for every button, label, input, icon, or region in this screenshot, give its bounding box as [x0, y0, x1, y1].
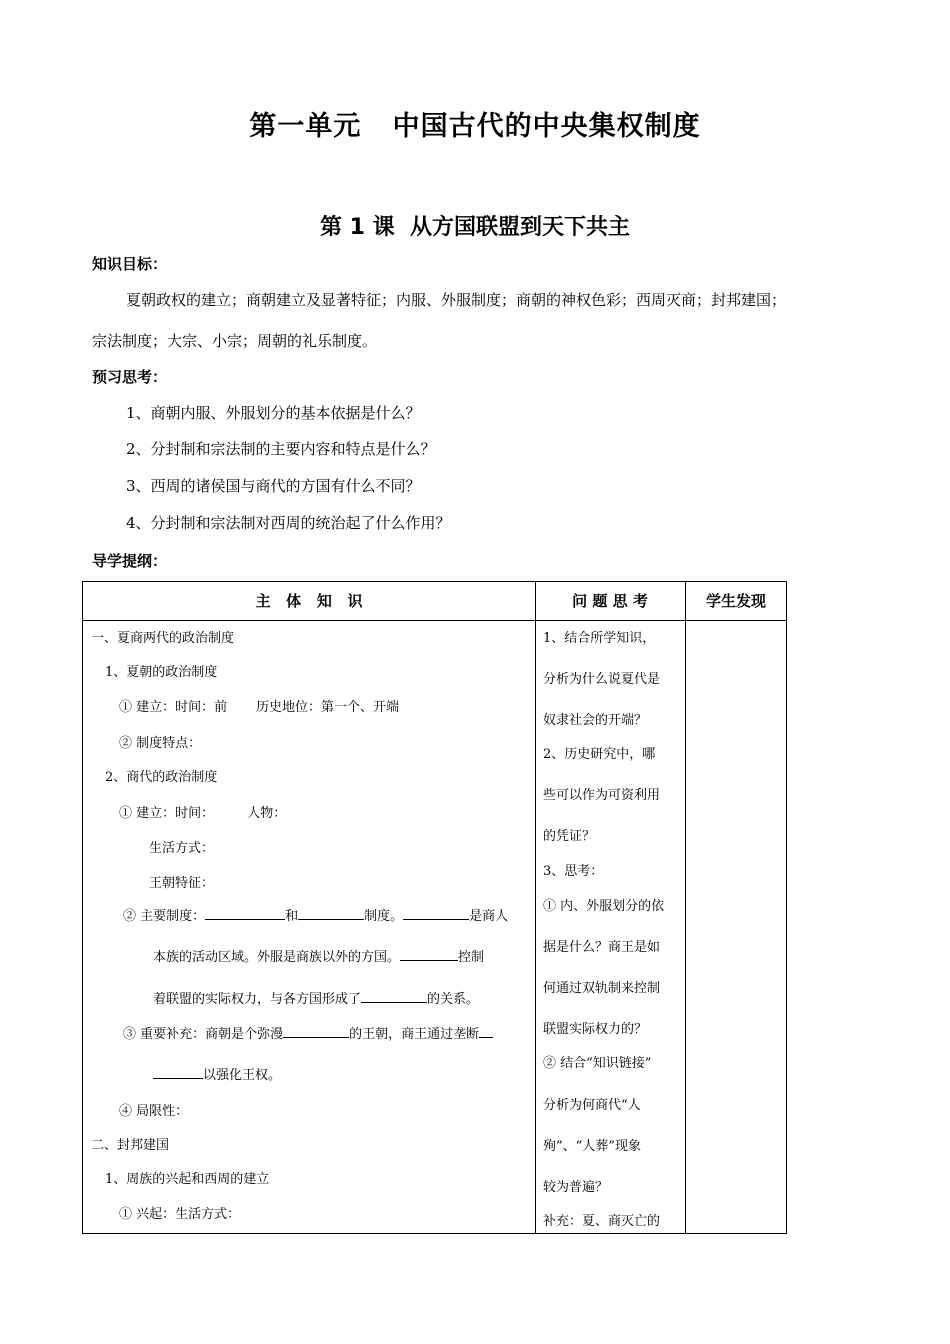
outline-line: 1、周族的兴起和西周的建立	[105, 1172, 270, 1187]
preview-question: 1、商朝内服、外服划分的基本依据是什么？	[126, 404, 421, 422]
fill-blank[interactable]	[479, 1023, 493, 1038]
fill-blank[interactable]	[205, 905, 285, 920]
outline-text: 以强化王权。	[203, 1068, 282, 1083]
outline-text: 本族的活动区域。外服是商族以外的方国。	[153, 950, 401, 965]
question-line: ② 结合“知识链接”	[543, 1056, 652, 1071]
question-line: 奴隶社会的开端？	[543, 713, 648, 728]
outline-line: 王朝特征：	[149, 876, 215, 891]
preview-question: 4、分封制和宗法制对西周的统治起了什么作用？	[126, 514, 451, 532]
fill-blank[interactable]	[298, 905, 364, 920]
outline-text: ③ 重要补充：商朝是个弥漫	[123, 1027, 284, 1042]
header-student-findings: 学生发现	[705, 592, 766, 610]
fill-blank[interactable]	[283, 1023, 349, 1038]
knowledge-text-line1: 夏朝政权的建立；商朝建立及显著特征；内服、外服制度；商朝的神权色彩；西周灭商；封邦建国；	[126, 291, 787, 309]
column-divider	[685, 582, 686, 1233]
outline-line: ② 制度特点：	[119, 736, 202, 751]
outline-line: 二、封邦建国	[91, 1138, 170, 1153]
question-line: 补充：夏、商灭亡的	[543, 1214, 661, 1229]
outline-line-supplement	[123, 1023, 493, 1042]
question-line: 分析为何商代“人	[543, 1098, 641, 1113]
outline-line: 一、夏商两代的政治制度	[91, 631, 235, 646]
fill-blank[interactable]	[361, 988, 427, 1003]
outline-text: ② 主要制度：	[123, 909, 206, 924]
fill-blank[interactable]	[403, 905, 469, 920]
outline-line-main-system	[123, 905, 508, 924]
question-line: 何通过双轨制来控制	[543, 981, 661, 996]
question-line: 3、思考：	[543, 864, 604, 879]
outline-text: 着联盟的实际权力，与各方国形成了	[153, 992, 362, 1007]
question-line: 较为普遍？	[543, 1180, 609, 1195]
question-line: 殉”、“人葬”现象	[543, 1139, 641, 1154]
outline-line: ① 建立：时间：前 历史地位：第一个、开端	[119, 700, 400, 715]
outline-line: ④ 局限性：	[119, 1104, 189, 1119]
question-line: 分析为什么说夏代是	[543, 672, 661, 687]
knowledge-text-line2: 宗法制度；大宗、小宗；周朝的礼乐制度。	[92, 332, 378, 350]
column-divider	[535, 582, 536, 1233]
outline-text: 是商人	[469, 909, 509, 924]
preview-question: 3、西周的诸侯国与商代的方国有什么不同？	[126, 477, 421, 495]
outline-text: 和	[285, 909, 299, 924]
knowledge-heading: 知识目标：	[92, 255, 168, 273]
question-line: 2、历史研究中，哪	[543, 747, 656, 762]
header-question-thinking: 问 题 思 考	[572, 592, 648, 610]
question-line: 联盟实际权力的？	[543, 1022, 648, 1037]
outline-line: 2、商代的政治制度	[105, 770, 218, 785]
question-line: 的凭证？	[543, 829, 596, 844]
outline-line-alliance	[153, 988, 479, 1007]
preview-question: 2、分封制和宗法制的主要内容和特点是什么？	[126, 440, 436, 458]
header-divider	[83, 620, 786, 621]
lesson-title: 第 1 课 从方国联盟到天下共主	[320, 215, 630, 240]
study-guide-table	[82, 581, 787, 1234]
guide-heading: 导学提纲：	[92, 552, 168, 570]
outline-text: 的王朝，商王通过垄断	[349, 1027, 480, 1042]
outline-line: ① 建立：时间： 人物：	[119, 806, 287, 821]
question-line: 据是什么？商王是如	[543, 940, 661, 955]
fill-blank[interactable]	[153, 1064, 203, 1079]
header-main-knowledge: 主 体 知 识	[255, 592, 363, 610]
question-line: 1、结合所学知识，	[543, 631, 656, 646]
unit-title: 第一单元 中国古代的中央集权制度	[249, 111, 701, 142]
outline-line-outer-service	[153, 946, 484, 965]
outline-line-royal-power	[153, 1064, 281, 1083]
outline-line: 1、夏朝的政治制度	[105, 665, 218, 680]
preview-heading: 预习思考：	[92, 368, 168, 386]
outline-line: ① 兴起：生活方式：	[119, 1207, 241, 1222]
outline-text: 制度。	[364, 909, 404, 924]
question-line: 些可以作为可资利用	[543, 788, 661, 803]
outline-text: 的关系。	[427, 992, 480, 1007]
outline-line: 生活方式：	[149, 841, 215, 856]
question-line: ① 内、外服划分的依	[543, 899, 665, 914]
fill-blank[interactable]	[400, 946, 458, 961]
outline-text: 控制	[458, 950, 485, 965]
